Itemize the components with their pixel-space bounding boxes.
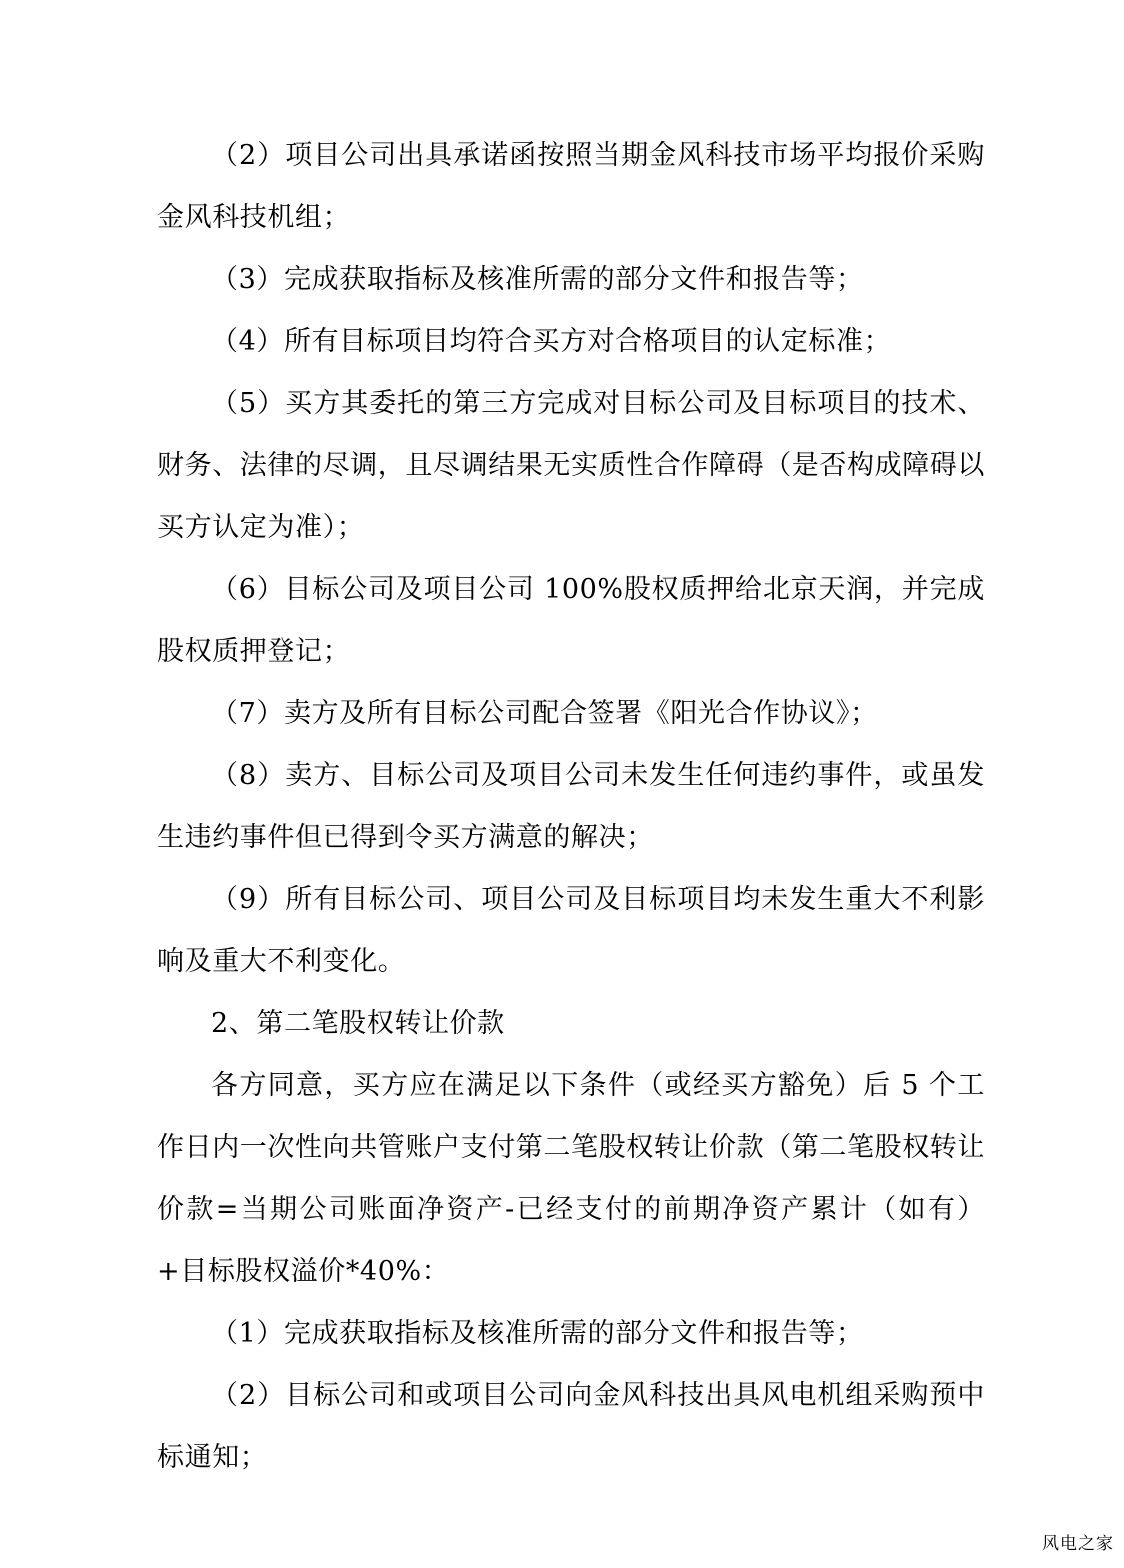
clause-2-price-commitment: （2）项目公司出具承诺函按照当期金风科技市场平均报价采购金风科技机组； — [157, 140, 985, 233]
condition-2-bid-notice: （2）目标公司和或项目公司向金风科技出具风电机组采购预中标通知； — [157, 1380, 985, 1473]
clause-3-documents: （3）完成获取指标及核准所需的部分文件和报告等； — [211, 264, 864, 295]
section-heading-second-payment: 2、第二笔股权转让价款 — [211, 1008, 505, 1039]
clause-4-standards: （4）所有目标项目均符合买方对合格项目的认定标准； — [211, 326, 892, 357]
document-body — [157, 125, 985, 1489]
clause-5-due-diligence: （5）买方其委托的第三方完成对目标公司及目标项目的技术、财务、法律的尽调，且尽调结果无实质性合作障碍（是否构成障碍以买方认定为准）； — [157, 388, 985, 543]
watermark: 风电之家 — [1042, 1534, 1114, 1554]
clause-6-equity-pledge: （6）目标公司及项目公司 100%股权质押给北京天润，并完成股权质押登记； — [157, 574, 985, 667]
clause-9-no-adverse-change: （9）所有目标公司、项目公司及目标项目均未发生重大不利影响及重大不利变化。 — [157, 884, 985, 977]
second-payment-terms: 各方同意，买方应在满足以下条件（或经买方豁免）后 5 个工作日内一次性向共管账户支付第二笔股权转让价款（第二笔股权转让价款=当期公司账面净资产-已经支付的前期净资产累计（如有）+目标股权溢价*40%： — [157, 1070, 985, 1287]
clause-8-no-default: （8）卖方、目标公司及项目公司未发生任何违约事件，或虽发生违约事件但已得到令买方满意的解决； — [157, 760, 985, 853]
clause-7-cooperation-agreement: （7）卖方及所有目标公司配合签署《阳光合作协议》； — [211, 698, 878, 729]
condition-1-documents: （1）完成获取指标及核准所需的部分文件和报告等； — [211, 1318, 864, 1349]
